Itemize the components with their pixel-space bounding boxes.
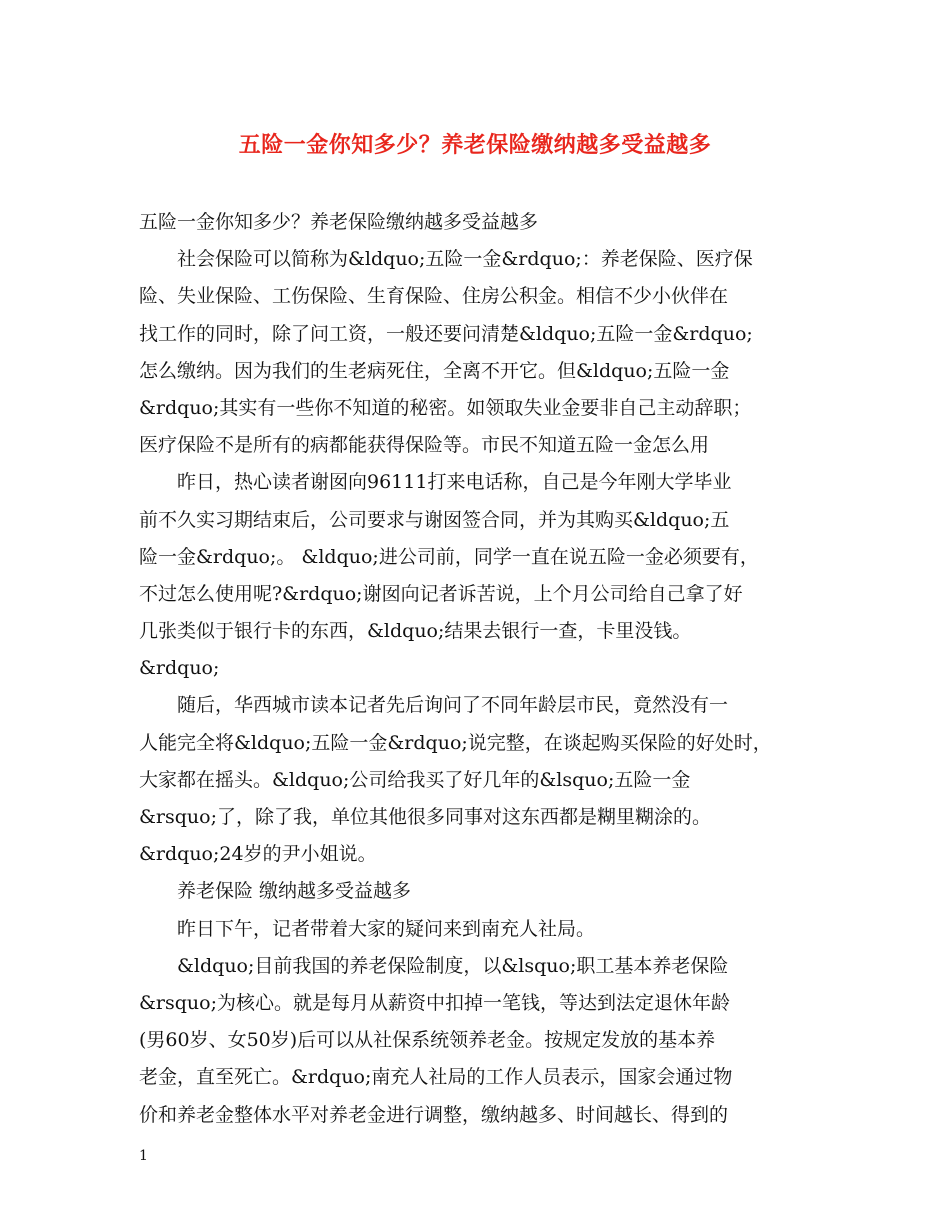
paragraph-line: 人能完全将&ldquo;五险一金&rdquo;说完整，在谈起购买保险的好处时，	[139, 731, 772, 754]
paragraph-line: 随后，华西城市读本记者先后询问了不同年龄层市民，竟然没有一	[177, 694, 729, 717]
paragraph-line: &rdquo;	[139, 657, 220, 680]
paragraph-line: &rdquo;24岁的尹小姐说。	[139, 843, 377, 866]
paragraph-line: &rsquo;为核心。就是每月从薪资中扣掉一笔钱，等达到法定退休年龄	[139, 991, 730, 1014]
paragraph-line: (男60岁、女50岁)后可以从社保系统领养老金。按规定发放的基本养	[139, 1029, 716, 1052]
paragraph-line: 老金，直至死亡。&rdquo;南充人社局的工作人员表示，国家会通过物	[139, 1066, 733, 1089]
paragraph-line: 怎么缴纳。因为我们的生老病死住，全离不开它。但&ldquo;五险一金	[139, 359, 730, 382]
paragraph-line: 昨日下午，记者带着大家的疑问来到南充人社局。	[177, 917, 596, 940]
paragraph-line: 险、失业保险、工伤保险、生育保险、住房公积金。相信不少小伙伴在	[139, 285, 729, 308]
paragraph-line: 昨日，热心读者谢囡向96111打来电话称，自己是今年刚大学毕业	[177, 471, 732, 494]
paragraph-line: 价和养老金整体水平对养老金进行调整，缴纳越多、时间越长、得到的	[139, 1103, 729, 1126]
page-number: 1	[139, 1148, 148, 1164]
paragraph-line: &ldquo;目前我国的养老保险制度，以&lsquo;职工基本养老保险	[177, 954, 729, 977]
paragraph-line: 前不久实习期结束后，公司要求与谢囡签合同，并为其购买&ldquo;五	[139, 508, 730, 531]
document-body	[139, 204, 814, 1134]
paragraph-line: &rdquo;其实有一些你不知道的秘密。如领取失业金要非自己主动辞职；	[139, 396, 752, 419]
paragraph-line: &rsquo;了，除了我，单位其他很多同事对这东西都是糊里糊涂的。	[139, 806, 711, 828]
paragraph-line: 找工作的同时，除了问工资，一般还要问清楚&ldquo;五险一金&rdquo;	[139, 322, 753, 345]
paragraph-line: 大家都在摇头。&ldquo;公司给我买了好几年的&lsquo;五险一金	[139, 768, 691, 791]
document-title: 五险一金你知多少？养老保险缴纳越多受益越多	[238, 132, 712, 158]
paragraph-line: 社会保险可以简称为&ldquo;五险一金&rdquo;：养老保险、医疗保	[177, 248, 753, 271]
paragraph-line: 不过怎么使用呢?&rdquo;谢囡向记者诉苦说，上个月公司给自己拿了好	[139, 582, 743, 605]
subtitle-line: 五险一金你知多少？养老保险缴纳越多受益越多	[139, 211, 539, 233]
paragraph-line: 几张类似于银行卡的东西，&ldquo;结果去银行一查，卡里没钱。	[139, 620, 692, 643]
paragraph-line: 医疗保险不是所有的病都能获得保险等。市民不知道五险一金怎么用	[139, 434, 710, 457]
paragraph-line: 险一金&rdquo;。 &ldquo;进公司前，同学一直在说五险一金必须要有，	[139, 545, 759, 568]
section-heading: 养老保险 缴纳越多受益越多	[177, 880, 412, 903]
